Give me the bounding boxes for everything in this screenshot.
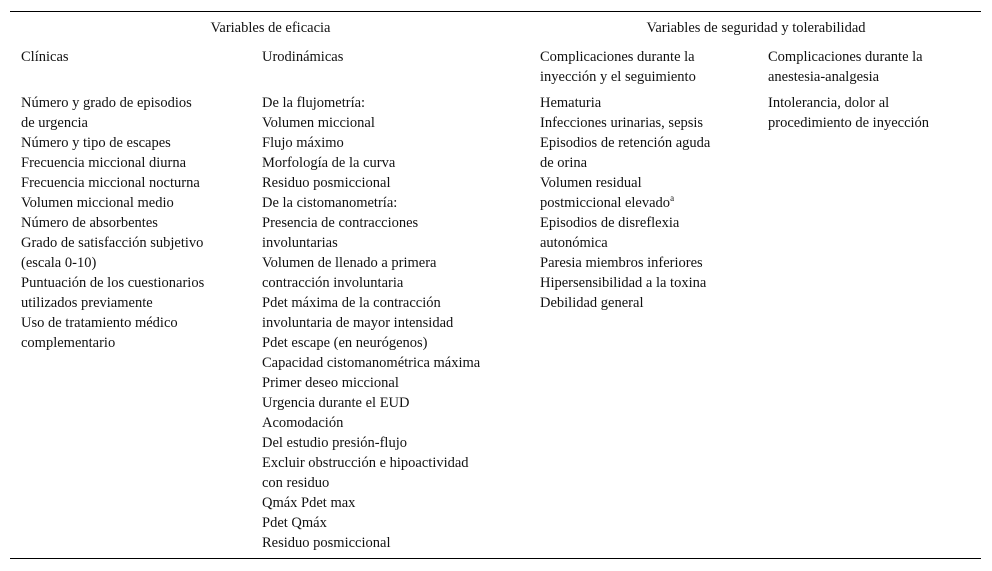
column-list-complicaciones-inyeccion [540,93,710,313]
list-item: Pdet máxima de la contracción involuntaria de mayor intensidad [262,295,454,331]
list-item: Hipersensibilidad a la toxina [540,275,707,291]
list-item: Volumen de llenado a primera contracción involuntaria [262,255,437,291]
list-item: Excluir obstrucción e hipoactividad con residuo [262,455,469,491]
list-item: Del estudio presión-flujo [262,435,407,451]
list-item: Presencia de contracciones involuntarias [262,215,419,251]
list-item: Número y grado de episodios de urgencia [21,95,192,131]
list-item: Residuo posmiccional [262,175,391,191]
list-item: Capacidad cistomanométrica máxima [262,355,481,371]
list-item: Uso de tratamiento médico complementario [21,315,178,351]
column-header-line: Complicaciones durante la [540,49,695,65]
list-item: Volumen miccional medio [21,195,174,211]
column-header-line: anestesia-analgesia [768,69,880,85]
list-item: Residuo posmiccional [262,535,391,551]
column-header-line: Clínicas [21,49,69,65]
list-item: Qmáx Pdet max [262,495,356,511]
list-item: Flujo máximo [262,135,344,151]
column-header-complicaciones-inyeccion [540,47,696,87]
list-item: Frecuencia miccional nocturna [21,175,200,191]
list-item: Volumen miccional [262,115,375,131]
list-item: Hematuria [540,95,602,111]
list-item: Episodios de disreflexia autonómica [540,215,680,251]
list-item: Paresia miembros inferiores [540,255,703,271]
list-item: Primer deseo miccional [262,375,399,391]
list-item: De la flujometría: [262,95,366,111]
list-item: Número de absorbentes [21,215,158,231]
column-list-urodinamicas [262,93,480,553]
column-header-urodinamicas [262,47,343,67]
table-top-rule [10,11,981,12]
list-item: Frecuencia miccional diurna [21,155,187,171]
column-list-complicaciones-anestesia [768,93,929,133]
group-header-safety: Variables de seguridad y tolerabilidad [646,20,866,36]
list-item: De la cistomanometría: [262,195,398,211]
list-item: Puntuación de los cuestionarios utilizados previamente [21,275,205,311]
column-header-line: Urodinámicas [262,49,344,65]
list-item: Episodios de retención aguda de orina [540,135,711,171]
list-item: Pdet escape (en neurógenos) [262,335,428,351]
list-item: Intolerancia, dolor al procedimiento de inyección [768,95,930,131]
list-item: Pdet Qmáx [262,515,327,531]
list-item: Grado de satisfacción subjetivo (escala 0-10) [21,235,204,271]
list-item: Urgencia durante el EUD [262,395,410,411]
column-list-clinicas [21,93,204,353]
list-item: Morfología de la curva [262,155,396,171]
table-bottom-rule [10,558,981,559]
column-header-complicaciones-anestesia [768,47,923,87]
list-item: Volumen residual postmiccional elevado$^a$ [540,175,675,211]
group-header-efficacy: Variables de eficacia [210,20,331,36]
list-item: Infecciones urinarias, sepsis [540,115,704,131]
footnote-mark: a [670,193,675,204]
column-header-line: Complicaciones durante la [768,49,923,65]
column-header-line: inyección y el seguimiento [540,69,696,85]
list-item: Debilidad general [540,295,644,311]
list-item: Número y tipo de escapes [21,135,171,151]
column-header-clinicas [21,47,69,67]
list-item: Acomodación [262,415,344,431]
